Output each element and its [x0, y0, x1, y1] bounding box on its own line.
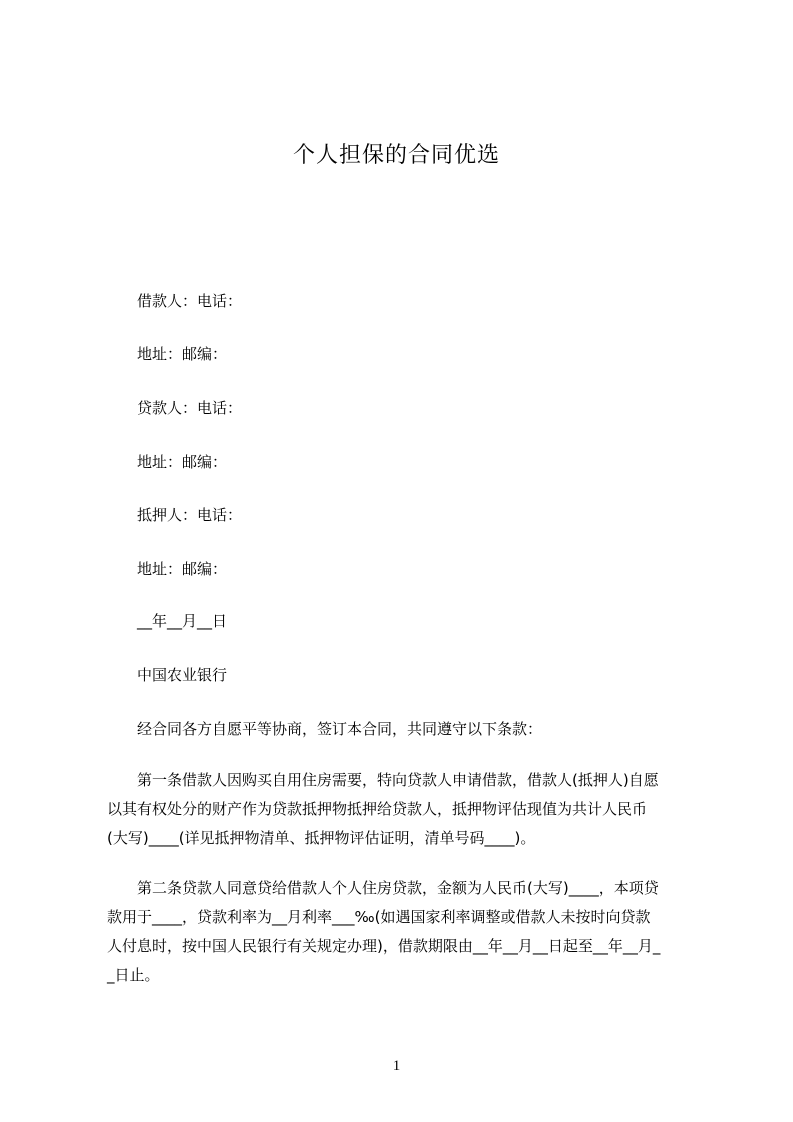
mortgagor-line: 抵押人：电话：: [137, 506, 243, 524]
preamble: 经合同各方自愿平等协商，签订本合同，共同遵守以下条款：: [137, 720, 543, 738]
article-1-line: 以其有权处分的财产作为贷款抵押物抵押给贷款人，抵押物评估现值为共计人民币: [107, 800, 648, 818]
lender-address-line: 地址：邮编：: [137, 453, 228, 471]
article-1-line: (大写)____(详见抵押物清单、抵押物评估证明，清单号码____)。: [107, 829, 536, 847]
article-2-line: 人付息时，按中国人民银行有关规定办理)，借款期限由__年__月__日起至__年__月_: [107, 937, 661, 955]
article-1: [107, 766, 699, 853]
article-2: [107, 874, 699, 990]
page-number: 1: [392, 1058, 401, 1074]
article-2-line: 第二条贷款人同意贷给借款人个人住房贷款，金额为人民币(大写)____，本项贷: [137, 879, 659, 897]
article-1-line: 第一条借款人因购买自用住房需要，特向贷款人申请借款，借款人(抵押人)自愿: [137, 771, 659, 789]
lender-line: 贷款人：电话：: [137, 399, 243, 417]
document-title: 个人担保的合同优选: [292, 143, 500, 168]
borrower-line: 借款人：电话：: [137, 292, 243, 310]
date-line: __年__月__日: [137, 612, 228, 630]
article-2-line: 款用于____，贷款利率为__月利率___‰(如遇国家利率调整或借款人未按时向贷款: [107, 908, 651, 926]
borrower-address-line: 地址：邮编：: [137, 345, 228, 363]
bank-name: 中国农业银行: [137, 666, 228, 684]
mortgagor-address-line: 地址：邮编：: [137, 560, 228, 578]
article-2-line: _日止。: [107, 966, 160, 984]
